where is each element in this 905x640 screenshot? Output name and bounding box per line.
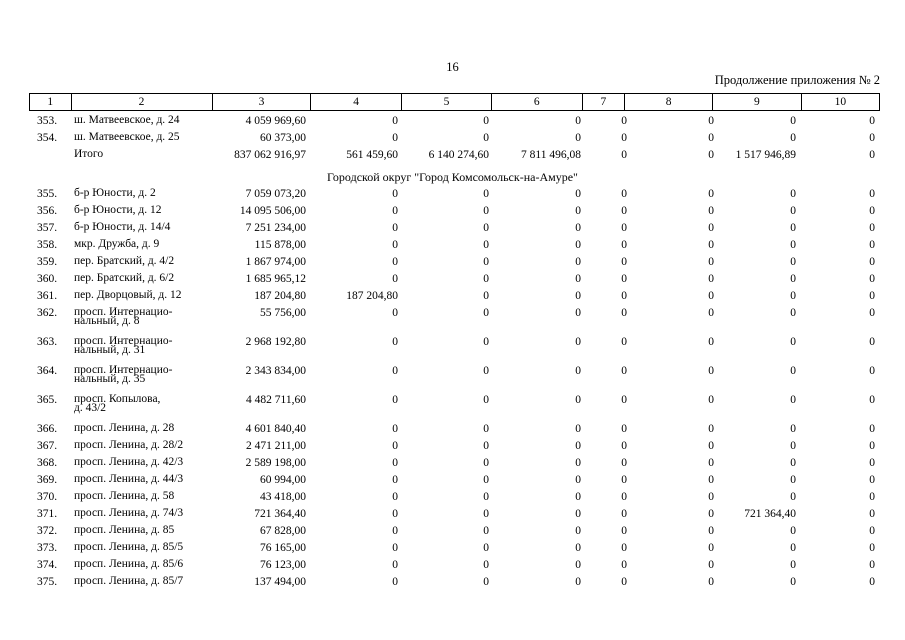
col6-value: 0	[575, 474, 581, 486]
col7-value: 0	[621, 423, 627, 435]
table-row	[0, 204, 905, 221]
row-number: 358.	[37, 239, 58, 251]
row-number: 361.	[37, 290, 58, 302]
col7-value: 0	[621, 559, 627, 571]
row-number: 360.	[37, 273, 58, 285]
col4-value: 0	[392, 394, 398, 406]
row-number: 374.	[37, 559, 58, 571]
col9-value: 0	[790, 365, 796, 377]
column-header: 8	[625, 94, 713, 111]
col9-value: 721 364,40	[744, 508, 796, 520]
col3-value: 837 062 916,97	[234, 149, 306, 161]
col10-value: 0	[869, 491, 875, 503]
col5-value: 0	[483, 440, 489, 452]
col5-value: 0	[483, 307, 489, 319]
address-cell: б-р Юности, д. 12	[74, 204, 162, 216]
col8-value: 0	[708, 423, 714, 435]
col3-value: 115 878,00	[254, 239, 306, 251]
col10-value: 0	[869, 115, 875, 127]
table-row	[0, 335, 905, 364]
table-row	[0, 393, 905, 422]
address-cell: просп. Ленина, д. 42/3	[74, 456, 184, 468]
row-number: 366.	[37, 423, 58, 435]
col8-value: 0	[708, 307, 714, 319]
col9-value: 0	[790, 491, 796, 503]
col6-value: 0	[575, 423, 581, 435]
col5-value: 0	[483, 115, 489, 127]
col3-value: 7 059 073,20	[245, 188, 306, 200]
col6-value: 0	[575, 115, 581, 127]
col5-value: 0	[483, 290, 489, 302]
col9-value: 1 517 946,89	[735, 149, 796, 161]
col5-value: 0	[483, 423, 489, 435]
address-cell: ш. Матвеевское, д. 25	[74, 131, 180, 143]
col3-value: 76 165,00	[260, 542, 306, 554]
col4-value: 0	[392, 491, 398, 503]
table-row	[0, 524, 905, 541]
table-row	[0, 456, 905, 473]
address-cell: просп. Интернацио- нальный, д. 8	[74, 306, 173, 327]
row-number: 375.	[37, 576, 58, 588]
col5-value: 0	[483, 365, 489, 377]
col6-value: 0	[575, 457, 581, 469]
row-number: 369.	[37, 474, 58, 486]
col9-value: 0	[790, 290, 796, 302]
col10-value: 0	[869, 576, 875, 588]
table-row	[0, 541, 905, 558]
col9-value: 0	[790, 474, 796, 486]
col6-value: 0	[575, 307, 581, 319]
col8-value: 0	[708, 132, 714, 144]
table-row	[0, 473, 905, 490]
row-number: 362.	[37, 307, 58, 319]
col10-value: 0	[869, 256, 875, 268]
col3-value: 2 589 198,00	[245, 457, 306, 469]
col5-value: 0	[483, 222, 489, 234]
row-number: 354.	[37, 132, 58, 144]
column-header: 9	[713, 94, 802, 111]
col7-value: 0	[621, 491, 627, 503]
col8-value: 0	[708, 256, 714, 268]
table-row	[0, 221, 905, 238]
col6-value: 0	[575, 576, 581, 588]
col4-value: 0	[392, 256, 398, 268]
col5-value: 0	[483, 273, 489, 285]
row-number: 367.	[37, 440, 58, 452]
col3-value: 60 373,00	[260, 132, 306, 144]
col6-value: 0	[575, 440, 581, 452]
col3-value: 4 482 711,60	[246, 394, 306, 406]
col5-value: 0	[483, 239, 489, 251]
col7-value: 0	[621, 188, 627, 200]
col8-value: 0	[708, 336, 714, 348]
col3-value: 1 685 965,12	[245, 273, 306, 285]
col6-value: 7 811 496,08	[521, 149, 581, 161]
table-body	[0, 114, 905, 592]
row-number: 370.	[37, 491, 58, 503]
col7-value: 0	[621, 115, 627, 127]
col7-value: 0	[621, 336, 627, 348]
col5-value: 0	[483, 525, 489, 537]
col10-value: 0	[869, 423, 875, 435]
col10-value: 0	[869, 508, 875, 520]
col6-value: 0	[575, 525, 581, 537]
col3-value: 76 123,00	[260, 559, 306, 571]
col5-value: 0	[483, 205, 489, 217]
col3-value: 14 095 506,00	[239, 205, 306, 217]
row-number: 355.	[37, 188, 58, 200]
col9-value: 0	[790, 132, 796, 144]
col6-value: 0	[575, 188, 581, 200]
col10-value: 0	[869, 440, 875, 452]
col4-value: 0	[392, 542, 398, 554]
col10-value: 0	[869, 394, 875, 406]
col10-value: 0	[869, 205, 875, 217]
row-number: 372.	[37, 525, 58, 537]
col6-value: 0	[575, 394, 581, 406]
table-row	[0, 255, 905, 272]
col8-value: 0	[708, 205, 714, 217]
table-row	[0, 238, 905, 255]
col6-value: 0	[575, 336, 581, 348]
row-number: 364.	[37, 365, 58, 377]
address-cell: просп. Ленина, д. 44/3	[74, 473, 184, 485]
col6-value: 0	[575, 222, 581, 234]
col9-value: 0	[790, 222, 796, 234]
col9-value: 0	[790, 423, 796, 435]
col7-value: 0	[621, 508, 627, 520]
address-cell: мкр. Дружба, д. 9	[74, 238, 160, 250]
address-cell: просп. Интернацио- нальный, д. 35	[74, 364, 173, 385]
row-number: 368.	[37, 457, 58, 469]
address-cell: просп. Копылова, д. 43/2	[74, 393, 161, 414]
col4-value: 0	[392, 188, 398, 200]
col6-value: 0	[575, 273, 581, 285]
address-cell: просп. Ленина, д. 85/6	[74, 558, 184, 570]
col9-value: 0	[790, 457, 796, 469]
col10-value: 0	[869, 273, 875, 285]
section-heading	[0, 165, 905, 187]
col10-value: 0	[869, 559, 875, 571]
col3-value: 137 494,00	[254, 576, 306, 588]
col8-value: 0	[708, 440, 714, 452]
col8-value: 0	[708, 525, 714, 537]
col9-value: 0	[790, 273, 796, 285]
col9-value: 0	[790, 188, 796, 200]
col3-value: 60 994,00	[260, 474, 306, 486]
col7-value: 0	[621, 394, 627, 406]
table-row	[0, 490, 905, 507]
col7-value: 0	[621, 576, 627, 588]
col7-value: 0	[621, 132, 627, 144]
col5-value: 0	[483, 336, 489, 348]
col6-value: 0	[575, 559, 581, 571]
col5-value: 0	[483, 188, 489, 200]
col6-value: 0	[575, 239, 581, 251]
continuation-label: Продолжение приложения № 2	[714, 73, 880, 87]
col10-value: 0	[869, 525, 875, 537]
col7-value: 0	[621, 307, 627, 319]
col3-value: 4 601 840,40	[245, 423, 306, 435]
address-cell: пер. Братский, д. 4/2	[74, 255, 175, 267]
row-number: 371.	[37, 508, 58, 520]
column-header: 4	[311, 94, 402, 111]
col6-value: 0	[575, 205, 581, 217]
column-header: 1	[30, 94, 72, 111]
col10-value: 0	[869, 239, 875, 251]
address-cell: б-р Юности, д. 2	[74, 187, 156, 199]
col7-value: 0	[621, 256, 627, 268]
table-row	[0, 187, 905, 204]
row-number: 357.	[37, 222, 58, 234]
col7-value: 0	[621, 457, 627, 469]
col4-value: 0	[392, 273, 398, 285]
table-row	[0, 306, 905, 335]
col8-value: 0	[708, 491, 714, 503]
col5-value: 0	[483, 474, 489, 486]
col4-value: 0	[392, 474, 398, 486]
col3-value: 43 418,00	[260, 491, 306, 503]
address-cell: пер. Братский, д. 6/2	[74, 272, 175, 284]
col4-value: 0	[392, 222, 398, 234]
col4-value: 0	[392, 336, 398, 348]
col4-value: 0	[392, 365, 398, 377]
col8-value: 0	[708, 290, 714, 302]
col10-value: 0	[869, 149, 875, 161]
address-cell: просп. Интернацио- нальный, д. 31	[74, 335, 173, 356]
col8-value: 0	[708, 576, 714, 588]
address-cell: просп. Ленина, д. 28/2	[74, 439, 184, 451]
col8-value: 0	[708, 149, 714, 161]
col8-value: 0	[708, 457, 714, 469]
col4-value: 0	[392, 239, 398, 251]
col4-value: 561 459,60	[346, 149, 398, 161]
col6-value: 0	[575, 542, 581, 554]
col8-value: 0	[708, 508, 714, 520]
col4-value: 0	[392, 132, 398, 144]
col4-value: 0	[392, 440, 398, 452]
col5-value: 0	[483, 542, 489, 554]
table-row	[0, 289, 905, 306]
table-row	[0, 575, 905, 592]
col10-value: 0	[869, 290, 875, 302]
col3-value: 2 471 211,00	[246, 440, 306, 452]
row-number: 356.	[37, 205, 58, 217]
col4-value: 0	[392, 205, 398, 217]
col8-value: 0	[708, 222, 714, 234]
table-row	[0, 364, 905, 393]
col7-value: 0	[621, 440, 627, 452]
col3-value: 4 059 969,60	[245, 115, 306, 127]
col9-value: 0	[790, 525, 796, 537]
col6-value: 0	[575, 508, 581, 520]
col8-value: 0	[708, 559, 714, 571]
col8-value: 0	[708, 474, 714, 486]
col8-value: 0	[708, 115, 714, 127]
col10-value: 0	[869, 222, 875, 234]
col8-value: 0	[708, 394, 714, 406]
col5-value: 0	[483, 491, 489, 503]
col7-value: 0	[621, 474, 627, 486]
col8-value: 0	[708, 365, 714, 377]
col4-value: 0	[392, 423, 398, 435]
table-row	[0, 131, 905, 148]
col5-value: 0	[483, 508, 489, 520]
col7-value: 0	[621, 239, 627, 251]
col8-value: 0	[708, 542, 714, 554]
col6-value: 0	[575, 491, 581, 503]
row-number: 363.	[37, 336, 58, 348]
table-row	[0, 114, 905, 131]
column-header: 3	[212, 94, 311, 111]
address-cell: б-р Юности, д. 14/4	[74, 221, 171, 233]
col9-value: 0	[790, 307, 796, 319]
table-row	[0, 148, 905, 165]
col6-value: 0	[575, 290, 581, 302]
table-row	[0, 507, 905, 524]
col5-value: 0	[483, 457, 489, 469]
col4-value: 0	[392, 525, 398, 537]
table-row	[0, 422, 905, 439]
table-row	[0, 439, 905, 456]
column-header: 10	[801, 94, 879, 111]
col6-value: 0	[575, 132, 581, 144]
column-header-row	[29, 93, 880, 111]
page-number: 16	[446, 60, 459, 74]
col3-value: 721 364,40	[254, 508, 306, 520]
col3-value: 1 867 974,00	[245, 256, 306, 268]
col5-value: 0	[483, 559, 489, 571]
col9-value: 0	[790, 115, 796, 127]
col4-value: 187 204,80	[346, 290, 398, 302]
col8-value: 0	[708, 273, 714, 285]
col3-value: 55 756,00	[260, 307, 306, 319]
col4-value: 0	[392, 559, 398, 571]
col10-value: 0	[869, 307, 875, 319]
col8-value: 0	[708, 188, 714, 200]
col3-value: 187 204,80	[254, 290, 306, 302]
col9-value: 0	[790, 542, 796, 554]
address-cell: ш. Матвеевское, д. 24	[74, 114, 180, 126]
column-header: 6	[491, 94, 582, 111]
col9-value: 0	[790, 576, 796, 588]
table-row	[0, 558, 905, 575]
col9-value: 0	[790, 239, 796, 251]
col10-value: 0	[869, 336, 875, 348]
col4-value: 0	[392, 576, 398, 588]
col5-value: 6 140 274,60	[428, 149, 489, 161]
column-header: 7	[582, 94, 624, 111]
col7-value: 0	[621, 149, 627, 161]
col3-value: 2 343 834,00	[245, 365, 306, 377]
address-cell: просп. Ленина, д. 85	[74, 524, 175, 536]
address-cell: просп. Ленина, д. 85/7	[74, 575, 184, 587]
col9-value: 0	[790, 440, 796, 452]
col10-value: 0	[869, 365, 875, 377]
col7-value: 0	[621, 222, 627, 234]
col3-value: 7 251 234,00	[245, 222, 306, 234]
address-cell: просп. Ленина, д. 74/3	[74, 507, 184, 519]
col7-value: 0	[621, 290, 627, 302]
col5-value: 0	[483, 132, 489, 144]
col9-value: 0	[790, 256, 796, 268]
address-cell: Итого	[74, 148, 104, 160]
col10-value: 0	[869, 474, 875, 486]
section-title: Городской округ "Город Комсомольск-на-Амуре"	[327, 170, 578, 184]
row-number: 359.	[37, 256, 58, 268]
col10-value: 0	[869, 188, 875, 200]
address-cell: пер. Дворцовый, д. 12	[74, 289, 182, 301]
col4-value: 0	[392, 115, 398, 127]
col10-value: 0	[869, 542, 875, 554]
col5-value: 0	[483, 576, 489, 588]
col8-value: 0	[708, 239, 714, 251]
col5-value: 0	[483, 256, 489, 268]
col10-value: 0	[869, 457, 875, 469]
column-header: 5	[402, 94, 492, 111]
col9-value: 0	[790, 394, 796, 406]
col7-value: 0	[621, 525, 627, 537]
col5-value: 0	[483, 394, 489, 406]
col7-value: 0	[621, 365, 627, 377]
table-row	[0, 272, 905, 289]
col7-value: 0	[621, 205, 627, 217]
col4-value: 0	[392, 457, 398, 469]
address-cell: просп. Ленина, д. 28	[74, 422, 175, 434]
col9-value: 0	[790, 336, 796, 348]
col3-value: 2 968 192,80	[245, 336, 306, 348]
row-number: 373.	[37, 542, 58, 554]
col9-value: 0	[790, 559, 796, 571]
col9-value: 0	[790, 205, 796, 217]
address-cell: просп. Ленина, д. 85/5	[74, 541, 184, 553]
col4-value: 0	[392, 508, 398, 520]
address-cell: просп. Ленина, д. 58	[74, 490, 175, 502]
column-header: 2	[71, 94, 212, 111]
col6-value: 0	[575, 256, 581, 268]
col10-value: 0	[869, 132, 875, 144]
col7-value: 0	[621, 542, 627, 554]
col6-value: 0	[575, 365, 581, 377]
row-number: 353.	[37, 115, 58, 127]
col7-value: 0	[621, 273, 627, 285]
col4-value: 0	[392, 307, 398, 319]
col3-value: 67 828,00	[260, 525, 306, 537]
row-number: 365.	[37, 394, 58, 406]
